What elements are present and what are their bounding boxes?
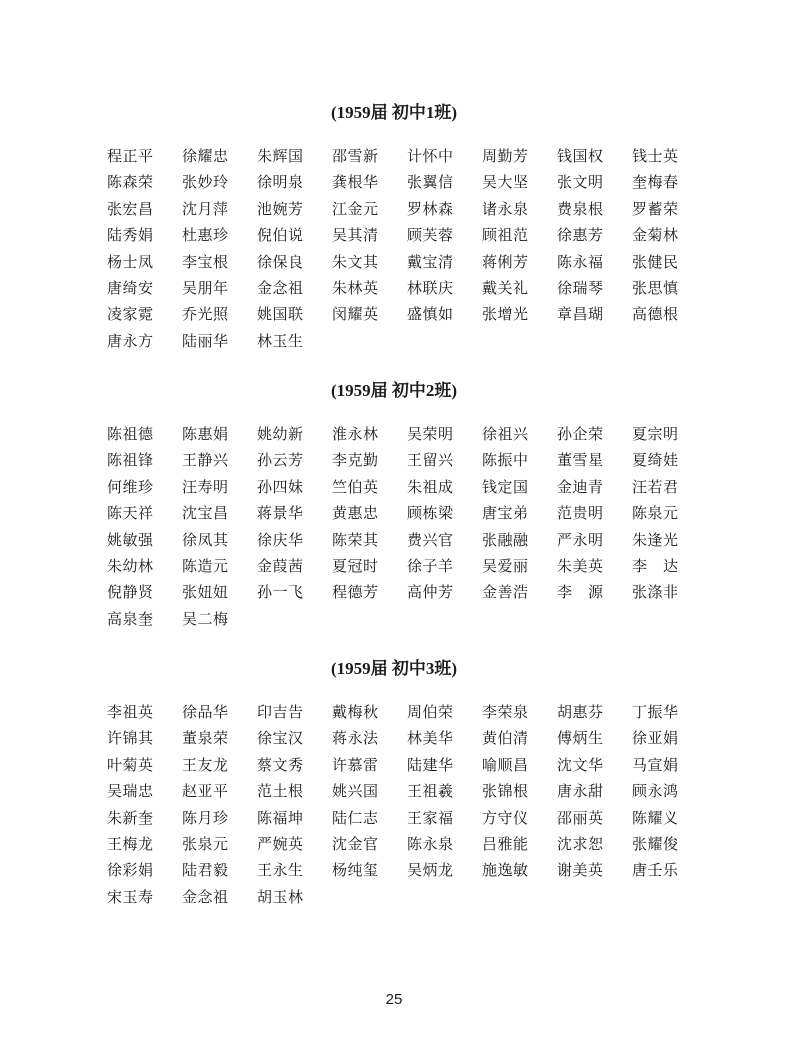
student-name: 陈月珍 <box>182 808 229 827</box>
student-name: 金葭茜 <box>257 557 304 575</box>
student-name: 唐宝弟 <box>482 504 529 523</box>
student-name: 池婉芳 <box>257 199 304 218</box>
student-name: 陈荣其 <box>332 530 379 549</box>
student-name: 徐明泉 <box>257 173 304 192</box>
student-name: 徐耀忠 <box>182 147 229 165</box>
student-name: 孙企荣 <box>557 425 604 443</box>
name-grid <box>0 421 788 632</box>
student-name: 罗林森 <box>407 199 454 218</box>
student-name: 钱士英 <box>632 147 679 165</box>
student-name: 陆建华 <box>407 755 454 774</box>
student-name: 王家福 <box>407 808 454 827</box>
student-name: 张妞妞 <box>182 583 229 602</box>
student-name: 谢美英 <box>557 861 604 880</box>
page-number: 25 <box>385 991 403 1008</box>
student-name: 吴二梅 <box>182 609 229 628</box>
student-name: 李宝根 <box>182 252 229 271</box>
student-name: 范贵明 <box>557 504 604 523</box>
student-name: 邵丽英 <box>557 808 604 827</box>
student-name: 江金元 <box>332 199 379 218</box>
student-name: 夏宗明 <box>632 425 679 443</box>
student-name: 顾祖范 <box>482 226 529 245</box>
student-name: 朱文其 <box>332 252 379 271</box>
student-name: 汪若君 <box>632 477 679 496</box>
student-name: 顾永鸿 <box>632 782 679 801</box>
student-name: 蔡文秀 <box>257 755 304 774</box>
class-section-2 <box>0 379 788 632</box>
student-name: 严永明 <box>557 530 604 549</box>
student-name: 唐壬乐 <box>632 861 679 880</box>
student-name: 唐永方 <box>107 331 154 350</box>
student-name: 杨士凤 <box>107 252 154 271</box>
student-name: 徐瑞琴 <box>557 279 604 297</box>
student-name: 张健民 <box>632 252 679 271</box>
student-name: 陈耀义 <box>632 808 679 827</box>
student-name: 金善浩 <box>482 583 529 602</box>
student-name: 沈文华 <box>557 755 604 774</box>
student-name: 金念祖 <box>182 887 229 906</box>
student-name: 戴关礼 <box>482 279 529 297</box>
student-name: 张思慎 <box>632 279 679 297</box>
student-name: 陈福坤 <box>257 808 304 827</box>
name-grid <box>0 143 788 354</box>
student-name: 唐绮安 <box>107 279 154 297</box>
student-name: 王梅龙 <box>107 835 154 853</box>
student-name: 陆君毅 <box>182 861 229 880</box>
student-name: 张文明 <box>557 173 604 192</box>
student-name: 王友龙 <box>182 755 229 774</box>
student-name: 戴宝清 <box>407 252 454 271</box>
student-name: 徐彩娟 <box>107 861 154 880</box>
student-name: 姚国联 <box>257 305 304 324</box>
student-name: 徐保良 <box>257 252 304 271</box>
student-name: 沈求恕 <box>557 835 604 853</box>
student-name: 范土根 <box>257 782 304 801</box>
student-name: 邵雪新 <box>332 147 379 165</box>
student-name: 宋玉寿 <box>107 887 154 906</box>
student-name: 李 达 <box>632 557 679 575</box>
student-name: 陈泉元 <box>632 504 679 523</box>
student-name: 孙四妹 <box>257 477 304 496</box>
student-name: 姚兴国 <box>332 782 379 801</box>
student-name: 严婉英 <box>257 835 304 853</box>
student-name: 胡玉林 <box>257 887 304 906</box>
student-name: 徐惠芳 <box>557 226 604 245</box>
student-name: 高德根 <box>632 305 679 324</box>
section-title: (1959届 初中2班) <box>330 381 458 400</box>
student-name: 闵耀英 <box>332 305 379 324</box>
student-name: 罗蓄荣 <box>632 199 679 218</box>
student-name: 黄惠忠 <box>332 504 379 523</box>
student-name: 方守仪 <box>482 808 529 827</box>
student-name: 王永生 <box>257 861 304 880</box>
section-title: (1959届 初中1班) <box>330 103 458 122</box>
student-name: 沈月萍 <box>182 199 229 218</box>
student-name: 朱辉国 <box>257 147 304 165</box>
student-name: 吴瑞忠 <box>107 782 154 801</box>
student-name: 许慕雷 <box>332 755 379 774</box>
student-name: 徐庆华 <box>257 530 304 549</box>
student-name: 高仲芳 <box>407 583 454 602</box>
student-name: 喻顺昌 <box>482 755 529 774</box>
student-name: 吴朋年 <box>182 279 229 297</box>
student-name: 徐亚娟 <box>632 729 679 748</box>
student-name: 王留兴 <box>407 451 454 470</box>
student-name: 陈造元 <box>182 557 229 575</box>
student-name: 程德芳 <box>332 583 379 602</box>
student-name: 张耀俊 <box>632 835 679 853</box>
student-name: 张融融 <box>482 530 529 549</box>
student-name: 朱新奎 <box>107 808 154 827</box>
student-name: 张涤非 <box>632 583 679 602</box>
student-name: 张翼信 <box>407 173 454 192</box>
student-name: 吴大坚 <box>482 173 529 192</box>
student-name: 张增光 <box>482 305 529 324</box>
student-name: 戴梅秋 <box>332 703 379 721</box>
student-name: 徐凤其 <box>182 530 229 549</box>
student-name: 夏冠时 <box>332 557 379 575</box>
student-name: 沈宝昌 <box>182 504 229 523</box>
student-name: 印吉告 <box>257 703 304 721</box>
student-name: 陈祖德 <box>107 425 154 443</box>
student-name: 杨纯玺 <box>332 861 379 880</box>
student-name: 陈永泉 <box>407 835 454 853</box>
student-name: 竺伯英 <box>332 477 379 496</box>
student-name: 吴爱丽 <box>482 557 529 575</box>
student-name: 顾栋梁 <box>407 504 454 523</box>
student-name: 张妙玲 <box>182 173 229 192</box>
student-name: 蒋俐芳 <box>482 252 529 271</box>
student-name: 林联庆 <box>407 279 454 297</box>
student-name: 张锦根 <box>482 782 529 801</box>
student-name: 吴其清 <box>332 226 379 245</box>
student-name: 马宣娟 <box>632 755 679 774</box>
student-name: 金菊林 <box>632 226 679 245</box>
student-name: 盛慎如 <box>407 305 454 324</box>
student-name: 蒋景华 <box>257 504 304 523</box>
student-name: 陈天祥 <box>107 504 154 523</box>
student-name: 陈惠娟 <box>182 425 229 443</box>
student-name: 凌家霓 <box>107 305 154 324</box>
student-name: 董雪星 <box>557 451 604 470</box>
student-name: 龚根华 <box>332 173 379 192</box>
student-name: 施逸敏 <box>482 861 529 880</box>
student-name: 董泉荣 <box>182 729 229 748</box>
student-name: 赵亚平 <box>182 782 229 801</box>
student-name: 高泉奎 <box>107 609 154 628</box>
student-name: 朱祖成 <box>407 477 454 496</box>
student-name: 许锦其 <box>107 729 154 748</box>
section-title: (1959届 初中3班) <box>330 659 458 678</box>
student-name: 沈金官 <box>332 835 379 853</box>
student-name: 徐宝汉 <box>257 729 304 748</box>
student-name: 陈振中 <box>482 451 529 470</box>
student-name: 李 源 <box>557 583 604 602</box>
student-name: 顾芙蓉 <box>407 226 454 245</box>
student-name: 钱国权 <box>557 147 604 165</box>
student-name: 诸永泉 <box>482 199 529 218</box>
class-section-1 <box>0 101 788 354</box>
student-name: 孙一飞 <box>257 583 304 602</box>
student-name: 傅炳生 <box>557 729 604 748</box>
student-name: 张宏昌 <box>107 199 154 218</box>
student-name: 林玉生 <box>257 331 304 350</box>
student-name: 姚敏强 <box>107 530 154 549</box>
student-name: 王祖羲 <box>407 782 454 801</box>
student-name: 倪伯说 <box>257 226 304 245</box>
student-name: 陈森荣 <box>107 173 154 192</box>
student-name: 吕雅能 <box>482 835 529 853</box>
student-name: 钱定国 <box>482 477 529 496</box>
student-name: 王静兴 <box>182 451 229 470</box>
student-name: 金念祖 <box>257 279 304 297</box>
student-name: 徐子羊 <box>407 557 454 575</box>
student-name: 徐祖兴 <box>482 425 529 443</box>
student-name: 朱美英 <box>557 557 604 575</box>
student-name: 乔光照 <box>182 305 229 324</box>
student-name: 费泉根 <box>557 199 604 218</box>
student-name: 蒋永法 <box>332 729 379 748</box>
student-name: 吴炳龙 <box>407 861 454 880</box>
student-name: 夏绮娃 <box>632 451 679 470</box>
student-name: 徐品华 <box>182 703 229 721</box>
student-name: 程正平 <box>107 147 154 165</box>
student-name: 淮永林 <box>332 425 379 443</box>
student-name: 李荣泉 <box>482 703 529 721</box>
student-name: 唐永甜 <box>557 782 604 801</box>
student-name: 陈永福 <box>557 252 604 271</box>
student-name: 汪寿明 <box>182 477 229 496</box>
student-name: 周勤芳 <box>482 147 529 165</box>
student-name: 孙云芳 <box>257 451 304 470</box>
student-name: 李克勤 <box>332 451 379 470</box>
student-name: 胡惠芬 <box>557 703 604 721</box>
student-name: 陈祖锋 <box>107 451 154 470</box>
student-name: 周伯荣 <box>407 703 454 721</box>
student-name: 费兴官 <box>407 530 454 549</box>
student-name: 叶菊英 <box>107 755 154 774</box>
student-name: 朱幼林 <box>107 557 154 575</box>
student-name: 姚幼新 <box>257 425 304 443</box>
student-name: 计怀中 <box>407 147 454 165</box>
student-name: 丁振华 <box>632 703 679 721</box>
student-name: 倪静贤 <box>107 583 154 602</box>
student-name: 奎梅春 <box>632 173 679 192</box>
student-name: 朱林英 <box>332 279 379 297</box>
student-name: 朱逢光 <box>632 530 679 549</box>
class-section-3 <box>0 657 788 910</box>
student-name: 林美华 <box>407 729 454 748</box>
student-name: 黄伯清 <box>482 729 529 748</box>
student-name: 何维珍 <box>107 477 154 496</box>
student-name: 李祖英 <box>107 703 154 721</box>
student-name: 吴荣明 <box>407 425 454 443</box>
student-name: 金迪青 <box>557 477 604 496</box>
student-name: 陆丽华 <box>182 331 229 350</box>
student-name: 陆秀娟 <box>107 226 154 245</box>
student-name: 杜惠珍 <box>182 226 229 245</box>
name-grid <box>0 699 788 910</box>
student-name: 张泉元 <box>182 835 229 853</box>
student-name: 陆仁志 <box>332 808 379 827</box>
student-name: 章昌瑚 <box>557 305 604 324</box>
